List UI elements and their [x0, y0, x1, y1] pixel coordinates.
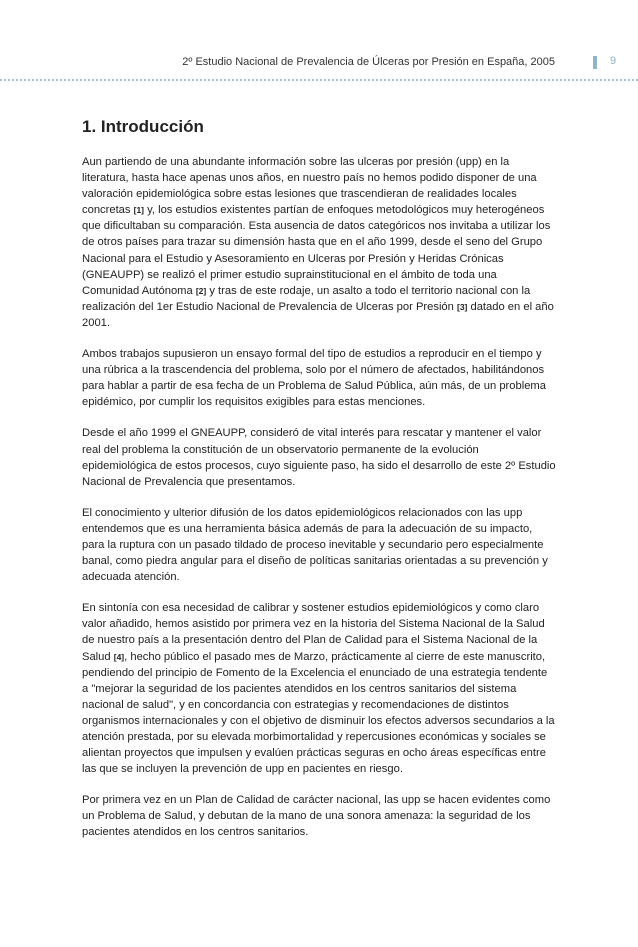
paragraph-5 [82, 600, 556, 777]
header-dotted-divider [0, 79, 638, 81]
paragraph-1 [82, 154, 556, 331]
paragraph-6: Por primera vez en un Plan de Calidad de carácter nacional, las upp se hacen evidentes como un Problema de Salud, y debutan de la mano de una sonora amenaza: la seguridad de los pacientes atendidos en los centros sanitarios. [82, 794, 551, 839]
citation-ref-3: [3] [456, 301, 468, 312]
body-content [82, 116, 556, 856]
paragraph-1-text-b: y, los estudios existentes partían de enfoques metodológicos muy heterogéneos que dificultaban su comparación. Esta ausencia de datos categóricos nos invitaba a utilizar los de otros países para trazar su dimensión hasta que en el año 1999, desde el seno del Grupo Nacional para el Estudio y Asesoramiento en Ulceras por Presión y Heridas Crónicas (GNEAUPP) se realizó el primer estudio suprainstitucional en el ámbito de toda una Comunidad Autónoma [82, 204, 551, 297]
paragraph-4: El conocimiento y ulterior difusión de los datos epidemiológicos relacionados con las upp entendemos que es una herramienta básica además de para la adecuación de su impacto, para la ruptura con un pasado tildado de proceso inevitable y secundario pero especialmente banal, como piedra angular para el diseño de políticas sanitarias orientadas a su prevención y adecuada atención. [82, 506, 548, 584]
paragraph-5-text-a: En sintonía con esa necesidad de calibrar y sostener estudios epidemiológicos y como claro valor añadido, hemos asistido por primera vez en la historia del Sistema Nacional de la Salud de nuestro país a la presentación dentro del Plan de Calidad para el Sistema Nacional de la Salud [82, 602, 545, 663]
running-header: 2º Estudio Nacional de Prevalencia de Úlceras por Presión en España, 2005 [182, 56, 555, 68]
paragraph-1-text-d: datado en el año 2001. [82, 300, 554, 329]
citation-ref-4: [4] [113, 651, 125, 662]
paragraph-2: Ambos trabajos supusieron un ensayo formal del tipo de estudios a reproducir en el tiempo y una rúbrica a la trascendencia del problema, solo por el número de afectados, habilitándonos para hablar a partir de esa fecha de un Problema de Salud Pública, aún más, de un problema epidémico, por cumplir los requisitos exigibles para estas menciones. [82, 348, 546, 409]
paragraph-5-text-b: , hecho público el pasado mes de Marzo, prácticamente al cierre de este manuscrito, pendiendo del principio de Fomento de la Excelencia el enunciado de una estrategia tendente a "mejorar la seguridad de los pacientes atendidos en los centros sanitarios del sistema nacional de salud", y en concordancia con estrategias y recomendaciones de distintos organismos internacionales y con el objetivo de disminuir los efectos adversos secundarios a la atención prestada, por su elevada morbimortalidad y repercusiones económicas y sociales se alientan proyectos que impulsen y evalúen prácticas seguras en ocho áreas específicas entre las que se incluyen la prevención de upp en pacientes en riesgo. [82, 650, 555, 776]
page-number: 9 [610, 55, 617, 67]
citation-ref-1: [1] [133, 205, 145, 216]
paragraph-1-text-a: Aun partiendo de una abundante información sobre las ulceras por presión (upp) en la literatura, hasta hace apenas unos años, en nuestro país no hemos podido disponer de una valoración epidemiológica sobre estas lesiones que trascendieran de realidades locales concretas [82, 156, 537, 217]
header-accent-bar [593, 56, 597, 69]
paragraph-3: Desde el año 1999 el GNEAUPP, consideró de vital interés para rescatar y mantener el valor real del problema la constitución de un observatorio permanente de la evolución epidemiológica de estos procesos, cuyo siguiente paso, ha sido el desarrollo de este 2º Estudio Nacional de Prevalencia que presentamos. [82, 427, 556, 488]
paragraph-1-text-c: y tras de este rodaje, un asalto a todo el territorio nacional con la realización del 1er Estudio Nacional de Prevalencia de Ulceras por Presión [82, 284, 531, 313]
citation-ref-2: [2] [195, 285, 207, 296]
section-title: 1. Introducción [82, 117, 204, 136]
